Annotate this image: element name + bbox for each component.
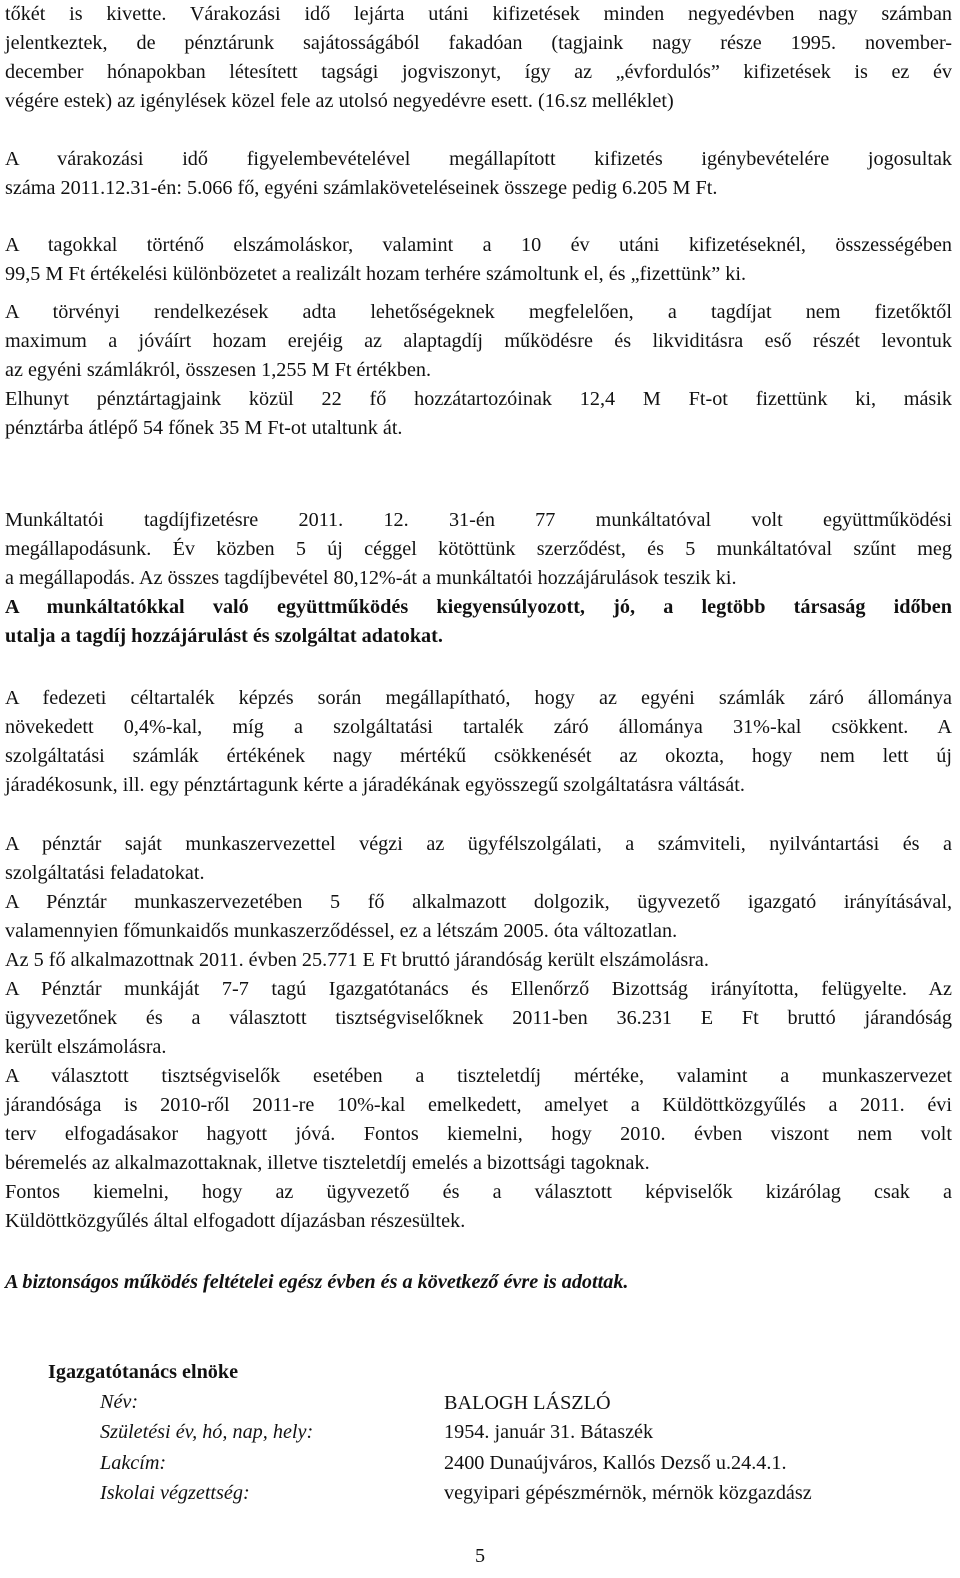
body-text-line: növekedett 0,4%-kal, míg a szolgáltatási tartalék záró állománya 31%-kal csökkent. A [5,716,952,738]
body-text-line: Elhunyt pénztártagjaink közül 22 fő hozzátartozóinak 12,4 M Ft-ot fizettünk ki, másik [5,388,952,410]
body-text-line: tőkét is kivette. Várakozási idő lejárta utáni kifizetések minden negyedévben nagy számban [5,3,952,25]
body-text-line: A Pénztár munkáját 7-7 tagú Igazgatótanács és Ellenőrző Bizottság irányította, felügyelte. Az [5,978,952,1000]
body-text-line: december hónapokban létesített tagsági jogviszonyt, így az „évfordulós” kifizetések is ez év [5,61,952,83]
signature-label-name: Név: [100,1391,139,1413]
signature-label-address: Lakcím: [100,1452,167,1474]
body-text-line: ügyvezetőnek és a választott tisztségviselőknek 2011-ben 36.231 E Ft bruttó járandóság [5,1007,952,1029]
signature-value-name: BALOGH LÁSZLÓ [444,1392,611,1414]
signature-heading: Igazgatótanács elnöke [48,1361,239,1383]
body-text-line: béremelés az alkalmazottaknak, illetve tiszteletdíj emelés a bizottsági tagoknak. [5,1152,650,1174]
body-text-line: végére estek) az igénylések közel fele az utolsó negyedévre esett. (16.sz melléklet) [5,90,674,112]
body-text-line: valamennyien főmunkaidős munkaszerződéssel, ez a létszám 2005. óta változatlan. [5,920,678,942]
body-text-line: Küldöttközgyűlés által elfogadott díjazásban részesültek. [5,1210,466,1232]
body-text-line: A fedezeti céltartalék képzés során megállapítható, hogy az egyéni számlák záró állománya [5,687,952,709]
body-text-line: az egyéni számlákról, összesen 1,255 M Ft értékben. [5,359,432,381]
body-text-line: 99,5 M Ft értékelési különbözetet a realizált hozam terhére számoltunk el, és „fizettünk” ki. [5,263,747,285]
body-text-line: jelentkeztek, de pénztárunk sajátosságából fakadóan (tagjaink nagy része 1995. november- [5,32,952,54]
page-number: 5 [474,1545,486,1567]
signature-value-birth: 1954. január 31. Bátaszék [444,1421,654,1443]
bold-statement-line: utalja a tagdíj hozzájárulást és szolgáltat adatokat. [5,625,443,647]
body-text-line: A Pénztár munkaszervezetében 5 fő alkalmazott dolgozik, ügyvezető igazgató irányításával, [5,891,952,913]
body-text-line: szolgáltatási számlák értékének nagy mértékű csökkenését az okozta, hogy nem lett új [5,745,952,767]
body-text-line: szolgáltatási feladatokat. [5,862,205,884]
body-text-line: A törvényi rendelkezések adta lehetőségeknek megfelelően, a tagdíjat nem fizetőktől [5,301,952,323]
signature-label-birth: Születési év, hó, nap, hely: [100,1421,314,1443]
body-text-line: Fontos kiemelni, hogy az ügyvezető és a választott képviselők kizárólag csak a [5,1181,952,1203]
body-text-line: A tagokkal történő elszámoláskor, valamint a 10 év utáni kifizetéseknél, összességében [5,234,952,256]
signature-value-address: 2400 Dunaújváros, Kallós Dezső u.24.4.1. [444,1452,787,1474]
body-text-line: A választott tisztségviselők esetében a tiszteletdíj mértéke, valamint a munkaszervezet [5,1065,952,1087]
body-text-line: a megállapodás. Az összes tagdíjbevétel 80,12%-át a munkáltatói hozzájárulások teszik ki. [5,567,737,589]
body-text-line: száma 2011.12.31-én: 5.066 fő, egyéni számlaköveteléseinek összege pedig 6.205 M Ft. [5,177,718,199]
signature-label-education: Iskolai végzettség: [100,1482,250,1504]
body-text-line: pénztárba átlépő 54 főnek 35 M Ft-ot utaltunk át. [5,417,403,439]
closing-statement: A biztonságos működés feltételei egész évben és a következő évre is adottak. [5,1271,629,1293]
body-text-line: maximum a jóváírt hozam erejéig az alaptagdíj működésre és likviditásra eső részét levontuk [5,330,952,352]
body-text-line: A várakozási idő figyelembevételével megállapított kifizetés igénybevételére jogosultak [5,148,952,170]
body-text-line: került elszámolásra. [5,1036,167,1058]
body-text-line: járadékosunk, ill. egy pénztártagunk kérte a járadékának egyösszegű szolgáltatásra váltását. [5,774,745,796]
body-text-line: járandósága is 2010-ről 2011-re 10%-kal emelkedett, amelyet a Küldöttközgyűlés a 2011. évi [5,1094,952,1116]
body-text-line: Munkáltatói tagdíjfizetésre 2011. 12. 31-én 77 munkáltatóval volt együttműködési [5,509,952,531]
body-text-line: terv elfogadásakor hagyott jóvá. Fontos kiemelni, hogy 2010. évben viszont nem volt [5,1123,952,1145]
body-text-line: A pénztár saját munkaszervezettel végzi az ügyfélszolgálati, a számviteli, nyilvántartási és a [5,833,952,855]
body-text-line: Az 5 fő alkalmazottnak 2011. évben 25.771 E Ft bruttó járandóság került elszámolásra. [5,949,709,971]
body-text-line: megállapodásunk. Év közben 5 új céggel kötöttünk szerződést, és 5 munkáltatóval szűnt meg [5,538,952,560]
bold-statement-line: A munkáltatókkal való együttműködés kiegyensúlyozott, jó, a legtöbb társaság időben [5,596,952,618]
signature-value-education: vegyipari gépészmérnök, mérnök közgazdász [444,1482,812,1504]
